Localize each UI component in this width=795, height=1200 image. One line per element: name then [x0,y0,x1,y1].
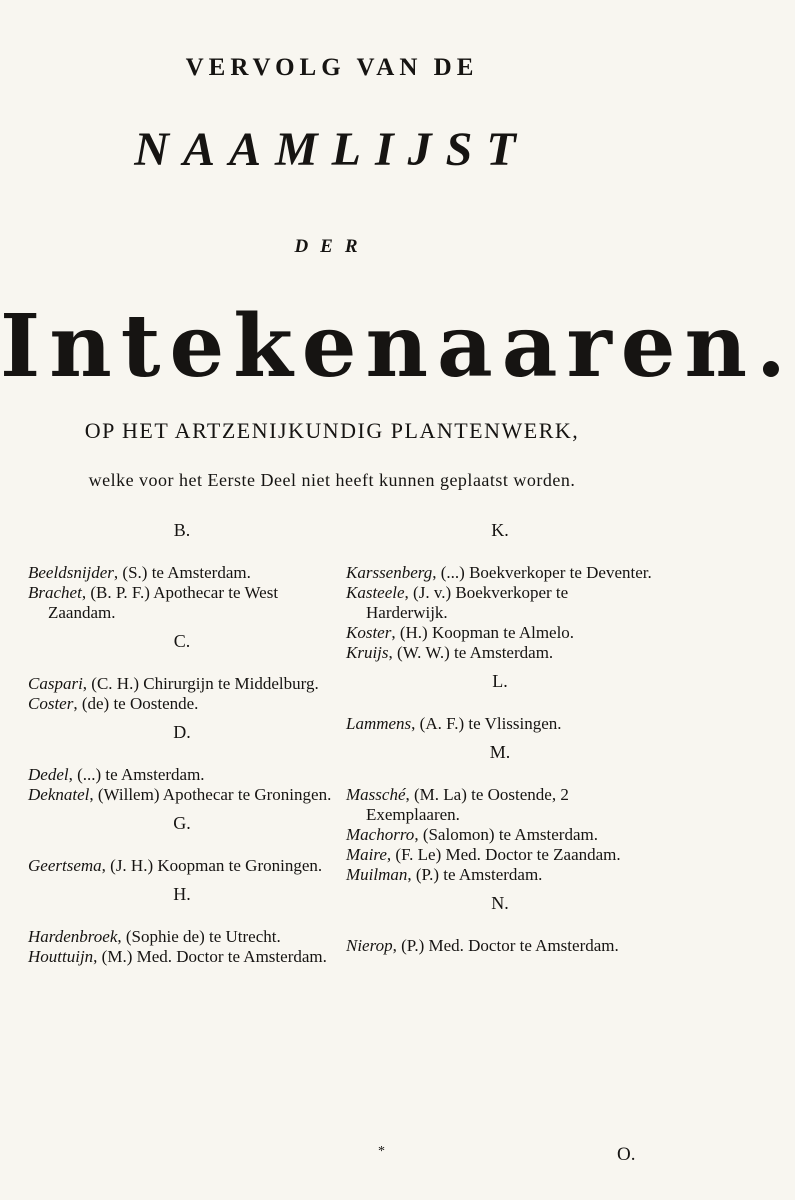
subscriber-details: , (Salomon) te Amsterdam. [414,825,598,844]
subscriber-name: Kasteele [346,583,405,602]
right-column [346,512,654,956]
subscriber-details: , (C. H.) Chirurgijn te Middelburg. [82,674,319,693]
subscriber-details: , (J. H.) Koopman te Groningen. [101,856,323,875]
subtitle: OP HET ARTZENIJKUNDIG PLANTENWERK, [84,418,580,443]
section-letter: C. [173,631,191,651]
subscriber-details: , (Sophie de) te Utrecht. [117,927,281,946]
subscriber-entry [346,865,654,885]
subscriber-details: , (H.) Koopman te Almelo. [391,623,575,642]
subscriber-name: Deknatel [28,785,90,804]
subscriber-entry [28,947,336,967]
subscriber-entry [346,936,654,956]
signature-mark: * [378,1144,385,1159]
subscriber-entry [346,785,654,825]
section-letter: L. [492,671,508,691]
subscriber-entry [28,563,336,583]
subscriber-details: , (Willem) Apothecar te Groningen. [89,785,332,804]
section-letter: B. [173,520,191,540]
subtitle-note: welke voor het Eerste Deel niet heeft kunnen geplaatst worden. [88,470,576,490]
subscriber-details: , (B. P. F.) Apothecar te West Zaandam. [48,583,279,622]
subscriber-entry [28,765,336,785]
section-letter: D. [173,722,191,742]
subscriber-name: Hardenbroek [28,927,118,946]
subscriber-entry [28,927,336,947]
subscriber-details: , (S.) te Amsterdam. [113,563,251,582]
title-line-3: DER [294,236,370,257]
subscriber-name: Geertsema [28,856,102,875]
subscriber-details: , (M.) Med. Doctor te Amsterdam. [93,947,327,966]
title-line-1: VERVOLG VAN DE [185,54,479,81]
subscriber-details: , (...) Boekverkoper te Deventer. [432,563,652,582]
subscriber-name: Caspari [28,674,83,693]
subscriber-details: , (de) te Oostende. [73,694,199,713]
title-line-2: NAAMLIJST [134,123,530,176]
subscriber-name: Lammens [346,714,412,733]
section-letter: H. [173,884,191,904]
subscriber-entry [28,694,336,714]
subscriber-entry [28,674,336,694]
subscriber-name: Koster [346,623,392,642]
section-letter: G. [173,813,191,833]
subscriber-entry [346,825,654,845]
section-letter: N. [491,893,509,913]
subscriber-entry [28,583,336,623]
left-column [28,512,336,967]
subscriber-name: Maire [346,845,387,864]
subscriber-entry [346,563,654,583]
subscriber-name: Brachet [28,583,82,602]
section-letter: K. [491,520,509,540]
subscriber-details: , (P.) te Amsterdam. [407,865,543,884]
subscriber-details: , (W. W.) te Amsterdam. [388,643,554,662]
subscriber-name: Massché [346,785,406,804]
subscriber-name: Houttuijn [28,947,94,966]
subscriber-entry [28,785,336,805]
subscriber-entry [346,845,654,865]
subscriber-details: , (J. v.) Boekverkoper te Harderwijk. [366,583,569,622]
subscriber-name: Karssenberg [346,563,433,582]
subscriber-details: , (A. F.) te Vlissingen. [411,714,562,733]
subscriber-entry [346,714,654,734]
subscriber-entry [346,583,654,623]
subscriber-name: Dedel [28,765,69,784]
subscriber-name: Nierop [346,936,393,955]
catchword: O. [617,1144,636,1165]
subscriber-details: , (...) te Amsterdam. [68,765,205,784]
subscriber-name: Beeldsnijder [28,563,114,582]
subscriber-details: , (F. Le) Med. Doctor te Zaandam. [386,845,621,864]
subscriber-name: Muilman [346,865,408,884]
subscriber-name: Kruijs [346,643,389,662]
title-line-4: Intekenaaren. [0,296,795,397]
subscriber-entry [28,856,336,876]
section-letter: M. [489,742,511,762]
subscriber-entry [346,643,654,663]
subscriber-name: Machorro [346,825,415,844]
subscriber-entry [346,623,654,643]
subscriber-name: Coster [28,694,74,713]
subscriber-details: , (M. La) te Oostende, 2 Exemplaaren. [366,785,569,824]
subscriber-details: , (P.) Med. Doctor te Amsterdam. [392,936,619,955]
